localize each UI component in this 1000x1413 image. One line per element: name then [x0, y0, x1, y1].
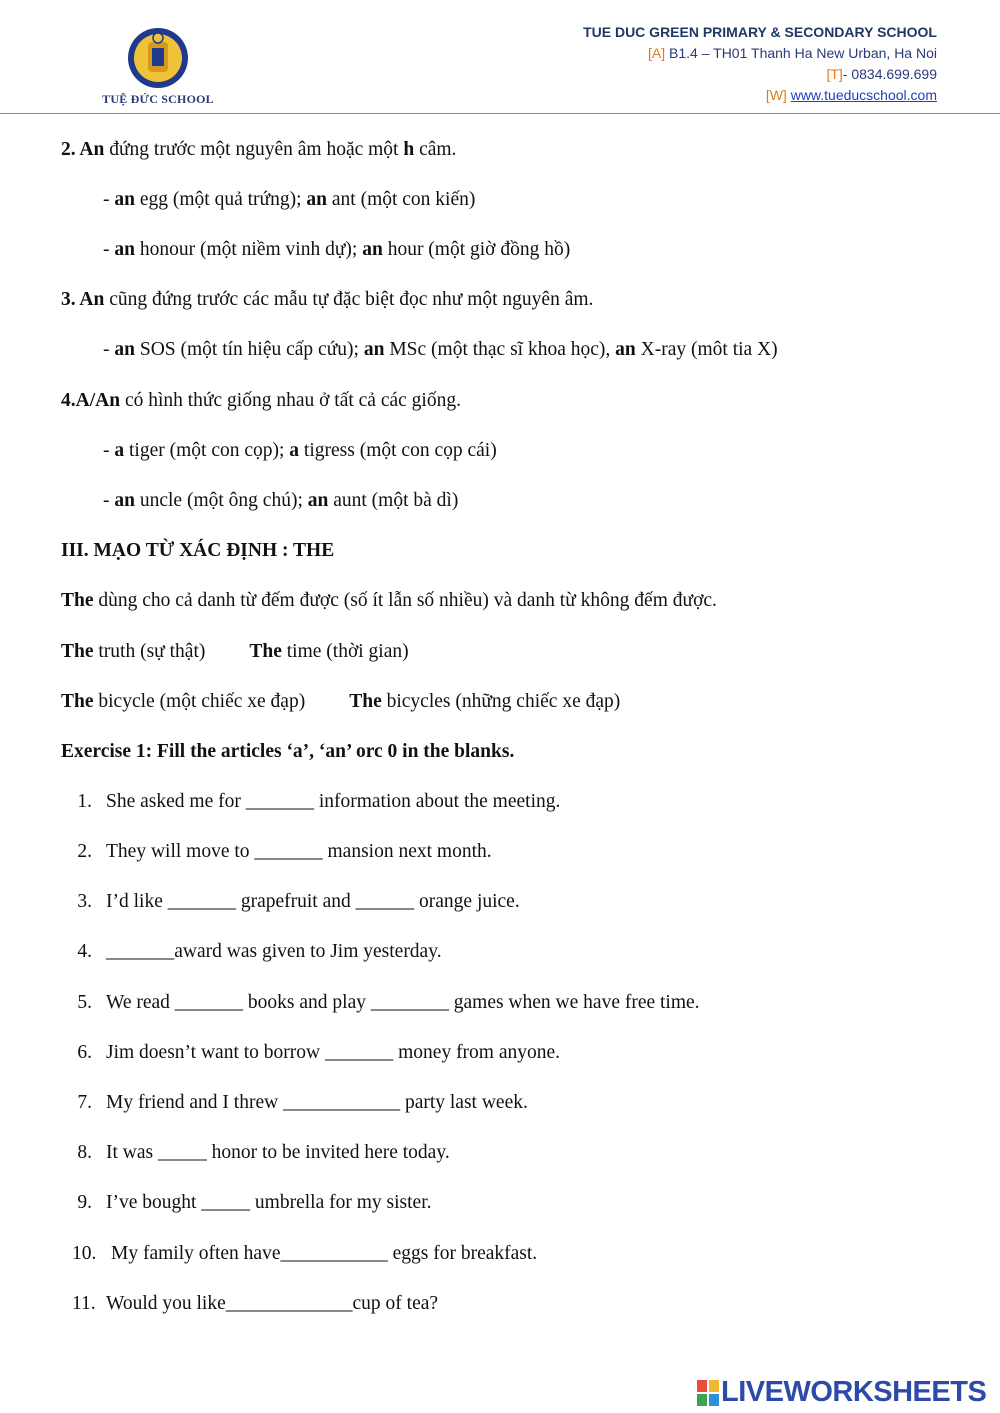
rule-4-example-1: - a tiger (một con cọp); a tigress (một con cọp cái): [103, 440, 497, 461]
liveworksheets-badge-icon: [697, 1380, 719, 1406]
address-tag: [A]: [648, 45, 666, 61]
school-contact-info: [583, 22, 937, 106]
address-line: [583, 43, 937, 64]
rule-3: 3. An cũng đứng trước các mẫu tự đặc biệt đọc như một nguyên âm.: [61, 289, 594, 310]
section-examples-1: The truth (sự thật) The time (thời gian): [61, 641, 409, 662]
rule-3-example: - an SOS (một tín hiệu cấp cứu); an MSc (một thạc sĩ khoa học), an X-ray (môt tia X): [103, 339, 778, 360]
address-text: B1.4 – TH01 Thanh Ha New Urban, Ha Noi: [665, 45, 937, 61]
liveworksheets-text: LIVEWORKSHEETS: [721, 1376, 987, 1408]
school-logo: [96, 26, 220, 110]
website-line: [583, 85, 937, 106]
rule-2-example-2: - an honour (một niềm vinh dự); an hour (một giờ đồng hồ): [103, 239, 571, 260]
header-divider: [0, 113, 1000, 114]
section-description: The dùng cho cả danh từ đếm được (số ít lẫn số nhiều) và danh từ không đếm được.: [61, 590, 717, 611]
logo-text: TUỆ ĐỨC SCHOOL: [102, 92, 214, 106]
school-crest-icon: [126, 26, 190, 90]
section-heading: III. MẠO TỪ XÁC ĐỊNH : THE: [61, 540, 335, 561]
rule-2: 2. An đứng trước một nguyên âm hoặc một h câm.: [61, 139, 457, 160]
rule-2-example-1: - an egg (một quả trứng); an ant (một con kiến): [103, 189, 476, 210]
school-name: TUE DUC GREEN PRIMARY & SECONDARY SCHOOL: [583, 24, 937, 40]
phone-line: [583, 64, 937, 85]
phone-tag: [T]: [826, 66, 843, 82]
rule-4-example-2: - an uncle (một ông chú); an aunt (một bà dì): [103, 490, 459, 511]
section-examples-2: The bicycle (một chiếc xe đạp) The bicycles (những chiếc xe đạp): [61, 691, 621, 712]
liveworksheets-logo: [697, 1376, 986, 1410]
website-link[interactable]: www.tueducschool.com: [790, 87, 937, 103]
rule-4: 4.A/An có hình thức giống nhau ở tất cả các giống.: [61, 390, 461, 411]
web-tag: [W]: [765, 87, 787, 103]
phone-text: - 0834.699.699: [842, 66, 937, 82]
exercise-title: Exercise 1: Fill the articles ‘a’, ‘an’ orc 0 in the blanks.: [61, 741, 515, 762]
